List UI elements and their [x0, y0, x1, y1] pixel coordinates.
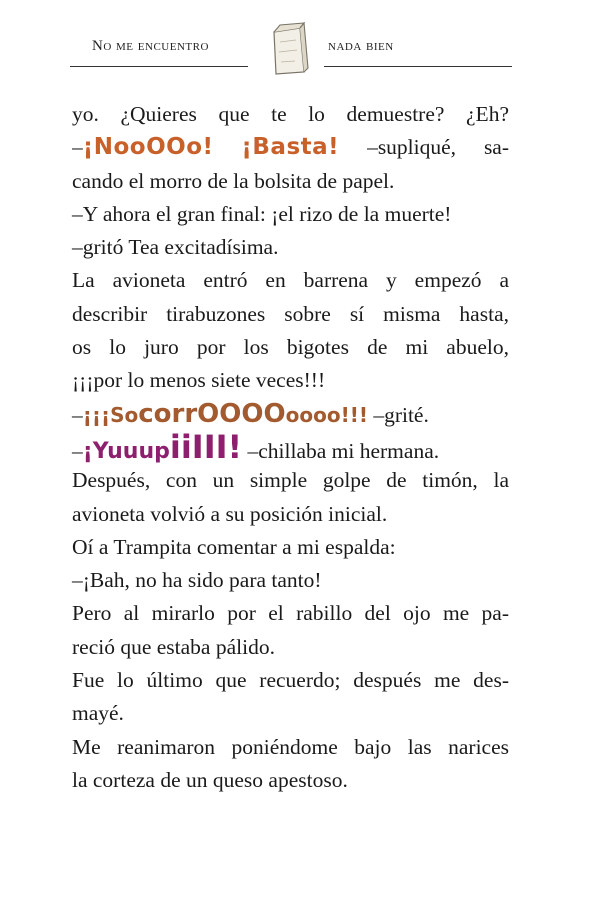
text-fragment: –chillaba mi hermana. — [247, 438, 440, 463]
text-line: yo. ¿Quieres que te lo demuestre? ¿Eh? — [72, 102, 509, 126]
text-line: La avioneta entró en barrena y empezó a — [72, 268, 509, 293]
text-line: describir tirabuzones sobre sí misma hasta, — [72, 301, 509, 326]
text-fragment: –grité. — [373, 402, 429, 427]
text-line: Oí a Trampita comentar a mi espalda: — [72, 534, 396, 559]
dash: – — [72, 402, 83, 427]
text-line: Después, con un simple golpe de timón, la — [72, 468, 509, 493]
paper-bag-icon — [266, 22, 310, 78]
text-line: cando el morro de la bolsita de papel. — [72, 168, 395, 193]
header-left-title: No me encuentro — [92, 38, 209, 54]
text-line: avioneta volvió a su posición inicial. — [72, 501, 388, 526]
text-line: –¡Bah, no ha sido para tanto! — [72, 568, 322, 593]
shout-basta: ¡Basta! — [241, 134, 340, 161]
text-line — [72, 427, 509, 466]
shout-nooo: ¡NooOOo! — [82, 134, 214, 161]
dash: – — [72, 135, 83, 160]
text-line: la corteza de un queso apestoso. — [72, 767, 348, 792]
dash: – — [72, 438, 83, 463]
text-line: –gritó Tea excitadísima. — [72, 235, 279, 260]
body-text — [72, 98, 509, 797]
header-rule-left — [70, 66, 248, 67]
shout-yuuupi: ¡YuuupiiIII! — [82, 427, 243, 466]
text-line: Me reanimaron poniéndome bajo las narices — [72, 734, 509, 759]
text-line: ¡¡¡por lo menos siete veces!!! — [72, 368, 326, 393]
header-rule-right — [324, 66, 512, 67]
text-line — [72, 131, 509, 164]
header-right-title: nada bien — [328, 38, 394, 54]
text-line — [72, 398, 509, 431]
text-line: reció que estaba pálido. — [72, 634, 275, 659]
text-line: Fue lo último que recuerdo; después me des- — [72, 668, 509, 693]
shout-socorro: ¡¡¡SocorrOOOOoooo!!! — [82, 398, 368, 429]
text-line: mayé. — [72, 701, 124, 726]
text-line: Pero al mirarlo por el rabillo del ojo me pa- — [72, 601, 509, 626]
text-line: os lo juro por los bigotes de mi abuelo, — [72, 335, 509, 360]
text-fragment: –supliqué, sa- — [367, 135, 509, 160]
running-header — [70, 26, 512, 76]
text-line: –Y ahora el gran final: ¡el rizo de la muerte! — [72, 201, 452, 226]
